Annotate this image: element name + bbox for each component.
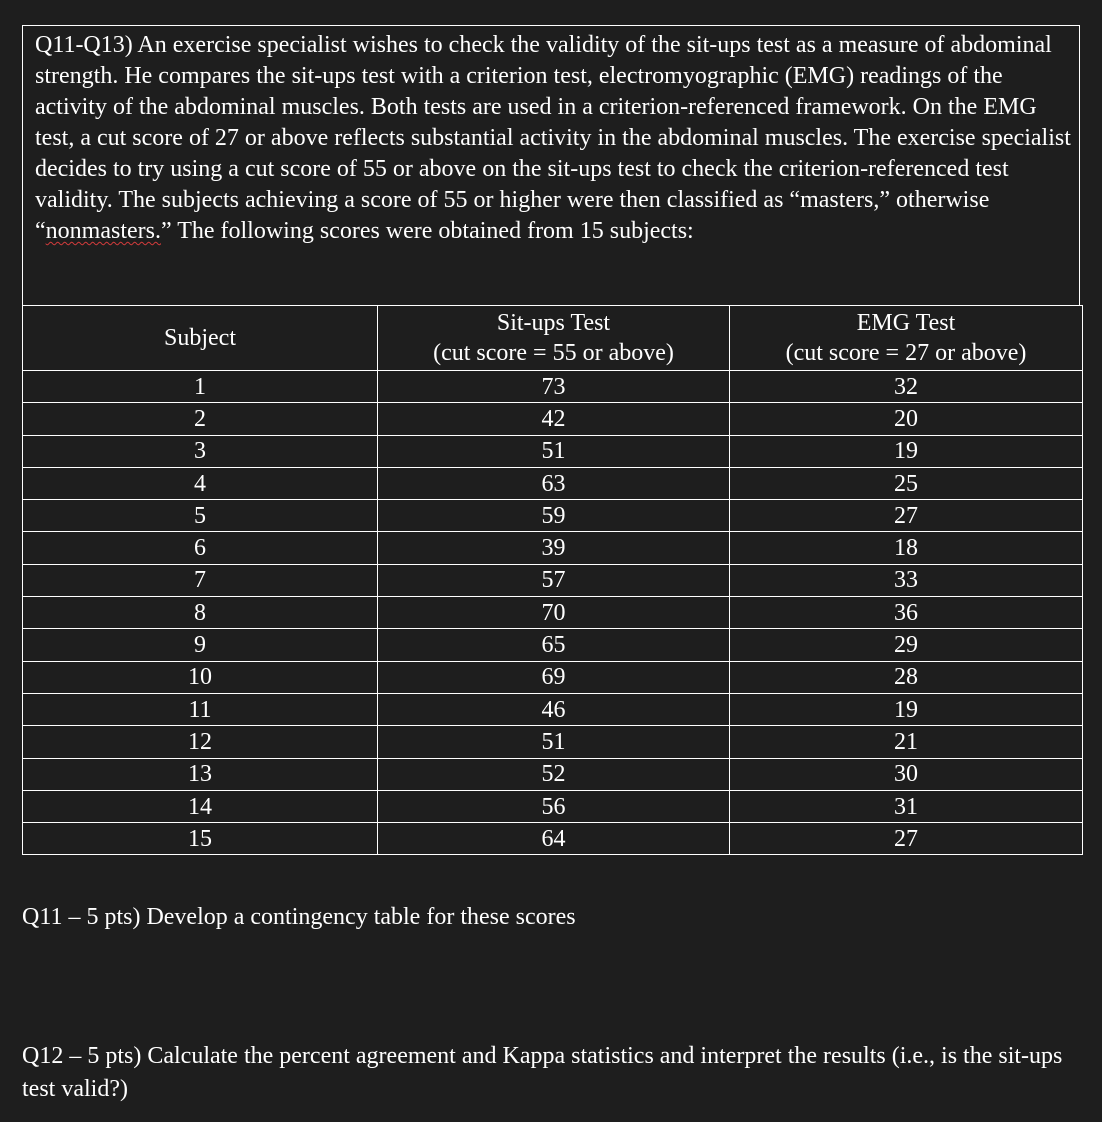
table-row <box>23 532 1083 564</box>
table-header-row <box>23 306 1083 371</box>
cell-subject: 2 <box>23 403 378 435</box>
cell-subject: 3 <box>23 435 378 467</box>
cell-situps-score: 73 <box>378 371 730 403</box>
question-intro-box <box>22 25 1080 305</box>
cell-situps-score: 63 <box>378 467 730 499</box>
header-situps <box>378 306 730 371</box>
cell-situps-score: 59 <box>378 500 730 532</box>
cell-emg-score: 29 <box>730 629 1083 661</box>
cell-situps-score: 51 <box>378 435 730 467</box>
cell-situps-score: 42 <box>378 403 730 435</box>
cell-subject: 9 <box>23 629 378 661</box>
table-row <box>23 597 1083 629</box>
cell-emg-score: 28 <box>730 661 1083 693</box>
cell-emg-score: 20 <box>730 403 1083 435</box>
cell-emg-score: 30 <box>730 758 1083 790</box>
intro-text-start: Q11-Q13) An exercise specialist wishes to check the validity of the sit-ups test as a measure of abdominal strength. He compares the sit-ups test with a criterion test, electromyographic (EMG) readings of the activity of the abdominal muscles. Both tests are used in a criterion-referenced framework. On the EMG test, a cut score of 27 or above reflects substantial activity in the abdominal muscles. The exercise specialist decides to try using a cut score of 55 or above on the sit-ups test to check the criterion-referenced test validity. The subjects achieving a score of 55 or higher were then classified as “masters,” otherwise “ <box>35 32 1071 244</box>
cell-subject: 7 <box>23 564 378 596</box>
cell-situps-score: 69 <box>378 661 730 693</box>
cell-emg-score: 27 <box>730 823 1083 855</box>
table-row <box>23 823 1083 855</box>
cell-situps-score: 64 <box>378 823 730 855</box>
table-row <box>23 629 1083 661</box>
cell-situps-score: 56 <box>378 790 730 822</box>
table-row <box>23 435 1083 467</box>
cell-emg-score: 19 <box>730 693 1083 725</box>
cell-situps-score: 57 <box>378 564 730 596</box>
cell-subject: 12 <box>23 726 378 758</box>
cell-emg-score: 25 <box>730 467 1083 499</box>
spellcheck-flagged-word: nonmasters. <box>45 218 161 244</box>
header-emg-title: EMG Test <box>856 310 956 336</box>
cell-emg-score: 19 <box>730 435 1083 467</box>
question-intro-text <box>35 30 1079 247</box>
cell-subject: 11 <box>23 693 378 725</box>
cell-subject: 14 <box>23 790 378 822</box>
cell-emg-score: 33 <box>730 564 1083 596</box>
cell-situps-score: 65 <box>378 629 730 661</box>
table-row <box>23 790 1083 822</box>
table-row <box>23 467 1083 499</box>
question-q12: Q12 – 5 pts) Calculate the percent agreement and Kappa statistics and interpret the results (i.e., is the sit-ups test valid?) <box>22 1043 1063 1102</box>
cell-subject: 4 <box>23 467 378 499</box>
cell-situps-score: 52 <box>378 758 730 790</box>
table-row <box>23 758 1083 790</box>
cell-subject: 8 <box>23 597 378 629</box>
cell-subject: 10 <box>23 661 378 693</box>
cell-emg-score: 32 <box>730 371 1083 403</box>
cell-situps-score: 51 <box>378 726 730 758</box>
header-emg <box>730 306 1083 371</box>
cell-subject: 13 <box>23 758 378 790</box>
header-subject: Subject <box>23 306 378 371</box>
header-situps-title: Sit-ups Test <box>496 310 611 336</box>
cell-situps-score: 46 <box>378 693 730 725</box>
table-row <box>23 500 1083 532</box>
question-q11: Q11 – 5 pts) Develop a contingency table for these scores <box>22 904 576 930</box>
cell-emg-score: 36 <box>730 597 1083 629</box>
cell-subject: 5 <box>23 500 378 532</box>
cell-emg-score: 18 <box>730 532 1083 564</box>
cell-emg-score: 31 <box>730 790 1083 822</box>
header-emg-cutscore: (cut score = 27 or above) <box>785 340 1027 366</box>
intro-text-end: ” The following scores were obtained from 15 subjects: <box>160 218 694 244</box>
table-row <box>23 371 1083 403</box>
cell-subject: 15 <box>23 823 378 855</box>
table-row <box>23 693 1083 725</box>
table-row <box>23 661 1083 693</box>
scores-table-body <box>23 371 1083 855</box>
cell-situps-score: 70 <box>378 597 730 629</box>
cell-subject: 1 <box>23 371 378 403</box>
cell-emg-score: 27 <box>730 500 1083 532</box>
cell-situps-score: 39 <box>378 532 730 564</box>
table-row <box>23 564 1083 596</box>
scores-table <box>22 305 1083 855</box>
cell-emg-score: 21 <box>730 726 1083 758</box>
cell-subject: 6 <box>23 532 378 564</box>
header-situps-cutscore: (cut score = 55 or above) <box>433 340 674 366</box>
table-row <box>23 726 1083 758</box>
table-row <box>23 403 1083 435</box>
